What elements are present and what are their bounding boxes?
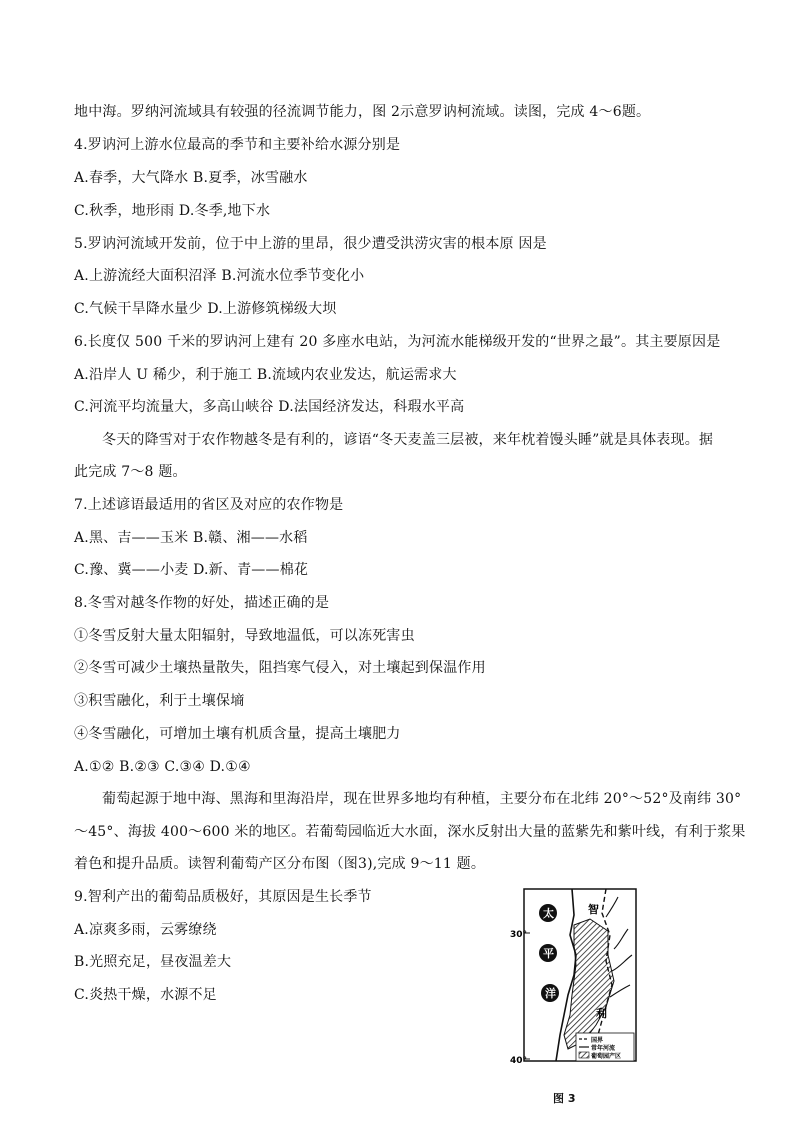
q6-options-ab: A.沿岸人 U 稀少，利于施工 B.流域内农业发达，航运需求大 — [74, 367, 457, 383]
ocean-char-1: 太 — [543, 907, 554, 920]
country-char-1: 智 — [588, 903, 599, 916]
q8-statement-3: ③积雪融化，利于土壤保墒 — [74, 693, 245, 709]
q7-options-cd: C.豫、冀——小麦 D.新、青——棉花 — [74, 562, 309, 578]
question-6: 6.长度仅 500 千米的罗讷河上建有 20 多座水电站，为河流水能梯级开发的“世界之最”。其主要原因是 — [74, 334, 721, 350]
passage-snow-1: 冬天的降雪对于农作物越冬是有利的，谚语“冬天麦盖三层被，来年枕着馒头睡”就是具体表现。据 — [102, 432, 714, 448]
legend-grape-symbol — [579, 1052, 589, 1058]
ocean-char-3: 洋 — [545, 987, 556, 1000]
legend-grape: 葡萄园产区 — [591, 1053, 622, 1060]
legend-border: 国界 — [591, 1037, 604, 1044]
lat-30-label: 30° — [510, 930, 528, 940]
q8-options: A.①② B.②③ C.③④ D.①④ — [74, 759, 251, 775]
ocean-char-2: 平 — [543, 947, 554, 960]
q9-option-a: A.凉爽多雨，云雾缭绕 — [74, 922, 217, 938]
legend-river: 常年河流 — [591, 1045, 616, 1052]
q6-options-cd: C.河流平均流量大，多高山峡谷 D.法国经济发达，科瑕水平高 — [74, 399, 465, 415]
question-5: 5.罗讷河流域开发前，位于中上游的里昂，很少遭受洪涝灾害的根本原 因是 — [74, 236, 547, 252]
q9-option-c: C.炎热干燥，水源不足 — [74, 987, 217, 1003]
q5-options-ab: A.上游流经大面积沼泽 B.河流水位季节变化小 — [74, 268, 365, 284]
figure-caption: 图 3 — [553, 1092, 576, 1105]
q4-options-cd: C.秋季，地形雨 D.冬季,地下水 — [74, 203, 271, 219]
q4-options-ab: A.春季，大气降水 B.夏季，冰雪融水 — [74, 170, 308, 186]
q9-option-b: B.光照充足，昼夜温差大 — [74, 954, 232, 970]
line-1: 地中海。罗纳河流域具有较强的径流调节能力，图 2示意罗讷柯流域。读图，完成 4～6题。 — [74, 104, 651, 120]
lat-40-label: 40° — [510, 1056, 528, 1066]
passage-snow-2: 此完成 7～8 题。 — [74, 464, 187, 480]
q7-options-ab: A.黑、吉——玉米 B.赣、湘——水稻 — [74, 530, 308, 546]
passage-grape-1: 葡萄起源于地中海、黑海和里海沿岸，现在世界多地均有种植，主要分布在北纬 20°～52°及南纬 30° — [102, 791, 742, 807]
chile-grape-map — [510, 885, 640, 1070]
question-4: 4.罗讷河上游水位最高的季节和主要补给水源分别是 — [74, 137, 401, 153]
q8-statement-4: ④冬雪融化，可增加土壤有机质含量，提高土壤肥力 — [74, 726, 401, 742]
question-8: 8.冬雪对越冬作物的好处，描述正确的是 — [74, 595, 330, 611]
q8-statement-1: ①冬雪反射大量太阳辐射，导致地温低，可以冻死害虫 — [74, 628, 415, 644]
question-9: 9.智利产出的葡萄品质极好，其原因是生长季节 — [74, 889, 372, 905]
question-7: 7.上述谚语最适用的省区及对应的农作物是 — [74, 497, 344, 513]
passage-grape-2: ～45°、海拔 400～600 米的地区。若葡萄园临近大水面，深水反射出大量的蓝紫先和紫叶线，有利于浆果 — [74, 824, 746, 840]
q5-options-cd: C.气候干旱降水量少 D.上游修筑梯级大坝 — [74, 301, 337, 317]
passage-grape-3: 着色和提升品质。读智利葡萄产区分布图（图3),完成 9～11 题。 — [74, 856, 486, 872]
country-char-2: 利 — [596, 1007, 607, 1020]
q8-statement-2: ②冬雪可减少土壤热量散失，阻挡寒气侵入，对土壤起到保温作用 — [74, 660, 486, 676]
